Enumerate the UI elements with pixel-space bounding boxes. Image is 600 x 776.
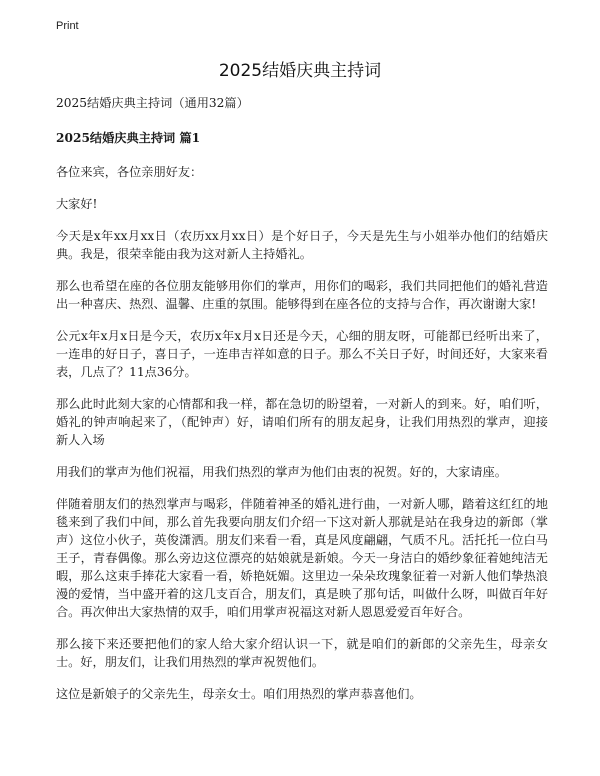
- paragraph-blessing: 用我们的掌声为他们祝福，用我们热烈的掌声为他们由衷的祝贺。好的，大家请座。: [56, 465, 507, 479]
- paragraph-bride-parents: 这位是新娘子的父亲先生，母亲女士。咱们用热烈的掌声恭喜他们。: [56, 687, 422, 701]
- section-heading: 2025结婚庆典主持词 篇1: [56, 131, 201, 145]
- paragraph-applause: 那么也希望在座的各位朋友能够用你们的掌声，用你们的喝彩，我们共同把他们的婚礼营造出一种喜庆、热烈、温馨、庄重的氛围。能够得到在座各位的支持与合作，再次谢谢大家!: [56, 279, 548, 311]
- paragraph-entrance: 那么此时此刻大家的心情都和我一样，都在急切的盼望着，一对新人的到来。好，咱们听，婚礼的钟声响起来了，（配钟声）好，请咱们所有的朋友起身，让我们用热烈的掌声，迎接新人入场: [56, 397, 548, 447]
- paragraph-couple-intro: 伴随着朋友们的热烈掌声与喝彩，伴随着神圣的婚礼进行曲，一对新人哪，踏着这红红的地毯来到了我们中间，那么首先我要向朋友们介绍一下这对新人那就是站在我身边的新郎（掌声）这位小伙子，英俊潇洒。朋友们来看一看，真是风度翩翩，气质不凡。活托托一位白马王子，青春偶像。那么旁边这位漂亮的姑娘就是新娘。今天一身洁白的婚纱象征着她纯洁无暇，那么这束手捧花大家看一看，娇艳妩媚。这里边一朵朵玫瑰象征着一对新人他们挚热浪漫的爱情，当中盛开着的这几支百合，朋友们，真是映了那句话，叫做什么呀，叫做百年好合。再次伸出大家热情的双手，咱们用掌声祝福这对新人恩恩爱爱百年好合。: [56, 497, 548, 619]
- article-subtitle: 2025结婚庆典主持词（通用32篇）: [56, 96, 249, 110]
- paragraph-hello: 大家好!: [56, 197, 98, 211]
- paragraph-date: 公元x年x月x日是今天，农历x年x月x日还是今天，心细的朋友呀，可能都已经听出来了，一连串的好日子，喜日子，一连串吉祥如意的日子。那么不关日子好，时间还好，大家来看表，几点了？11点36分。: [56, 329, 548, 379]
- page-title: 2025结婚庆典主持词: [218, 61, 382, 81]
- paragraph-groom-parents: 那么接下来还要把他们的家人给大家介绍认识一下，就是咱们的新郎的父亲先生，母亲女士。好，朋友们，让我们用热烈的掌声祝贺他们。: [56, 637, 548, 669]
- article-body: [56, 94, 548, 717]
- paragraph-intro: 今天是x年xx月xx日（农历xx月xx日）是个好日子，今天是先生与小姐举办他们的结婚庆典。我是，很荣幸能由我为这对新人主持婚礼。: [56, 229, 548, 261]
- print-link[interactable]: Print: [56, 20, 79, 32]
- paragraph-greeting: 各位来宾，各位亲朋好友：: [56, 165, 203, 179]
